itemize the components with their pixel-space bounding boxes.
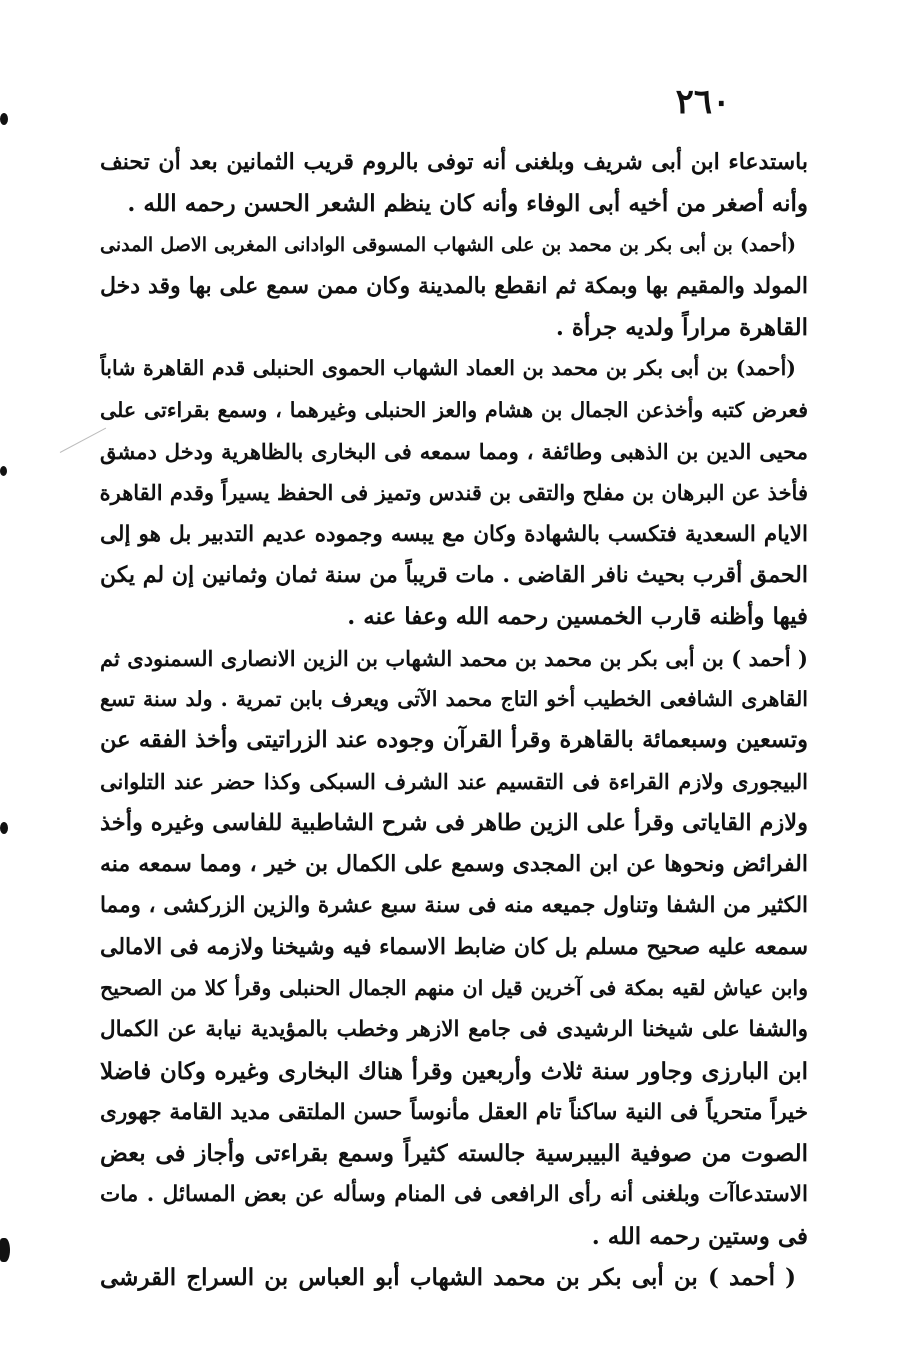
text-line: وتسعين وسبعمائة بالقاهرة وقرأ القرآن وجوده عند الزراتيتى وأخذ الفقه عن: [100, 727, 808, 754]
text-line: باستدعاء ابن أبى شريف وبلغنى أنه توفى بالروم قريب الثمانين بعد أن تحنف: [100, 149, 808, 175]
text-line: الفرائض ونحوها عن ابن المجدى وسمع على الكمال بن خير ، ومما سمعه منه: [100, 851, 808, 878]
text-line: القاهرة مراراً ولديه جرأة .: [555, 314, 808, 342]
text-line: ابن البارزى وجاور سنة ثلاث وأربعين وقرأ هناك البخارى وغيره وكان فاضلا: [100, 1057, 808, 1085]
text-line: البيجورى ولازم القراءة فى التقسيم عند الشرف السبكى وكذا حضر عند التلوانى: [100, 769, 808, 795]
text-line: وابن عياش لقيه بمكة فى آخرين قيل ان منهم الجمال الحنبلى وقرأ كلا من الصحيح: [100, 975, 808, 1000]
margin-dot-lower: [0, 822, 8, 834]
text-line: فيها وأظنه قارب الخمسين رحمه الله وعفا عنه .: [347, 603, 808, 631]
text-line: القاهرى الشافعى الخطيب أخو التاج محمد الآتى ويعرف بابن تمرية . ولد سنة تسع: [100, 686, 808, 711]
text-line: الحمق أقرب بحيث نافر القاضى . مات قريباً من سنة ثمان وثمانين إن لم يكن: [100, 561, 808, 588]
text-line: وأنه أصغر من أخيه أبى الوفاء وأنه كان ينظم الشعر الحسن رحمه الله .: [127, 190, 808, 218]
entry-first-line: ( أحمد ) بن أبى بكر بن محمد الشهاب أبو العباس بن السراج القرشى: [100, 1264, 796, 1292]
text-line: خيراً متحرياً فى النية ساكناً تام العقل مأنوساً حسن الملتقى مديد القامة جهورى: [100, 1099, 808, 1125]
text-line: المولد والمقيم بها وبمكة ثم انقطع بالمدينة وكان ممن سمع على بها وقد دخل: [100, 272, 808, 299]
text-line: فعرض كتبه وأخذعن الجمال بن هشام والعز الحنبلى وغيرهما ، وسمع بقراءتى على: [100, 397, 808, 422]
margin-dot-top: [0, 113, 8, 125]
text-line: الاستدعاآت وبلغنى أنه رأى الرافعى فى المنام وسأله عن بعض المسائل . مات: [100, 1182, 808, 1208]
entry-first-line: ( أحمد ) بن أبى بكر بن محمد بن محمد الشهاب بن الزين الانصارى السمنودى ثم: [100, 645, 808, 671]
text-line: فأخذ عن البرهان بن مفلح والتقى بن قندس وتميز فى الحفظ يسيراً وقدم القاهرة: [100, 480, 808, 506]
body-text: [100, 142, 808, 1298]
page-number: ٢٦٠: [675, 82, 731, 122]
text-line: سمعه عليه صحيح مسلم بل كان ضابط الاسماء فيه وشيخنا ولازمه فى الامالى: [100, 933, 808, 960]
margin-dot-middle: [0, 466, 7, 476]
margin-dot-bottom: [0, 1238, 10, 1262]
entry-first-line: (أحمد) بن أبى بكر بن محمد بن على الشهاب المسوقى الوادانى المغربى الاصل المدنى: [100, 233, 796, 256]
text-line: الصوت من صوفية البيبرسية جالسته كثيراً وسمع بقراءتى وأجاز فى بعض: [100, 1140, 808, 1168]
text-line: محيى الدين بن الذهبى وطائفة ، ومما سمعه فى البخارى بالظاهرية ودخل دمشق: [100, 439, 808, 465]
entry-first-line: (أحمد) بن أبى بكر بن محمد بن العماد الشهاب الحموى الحنبلى قدم القاهرة شاباً: [100, 356, 796, 381]
text-line: فى وستين رحمه الله .: [591, 1222, 808, 1250]
text-line: الايام السعدية فتكسب بالشهادة وكان مع يبسه وجموده عديم التدبير بل هو إلى: [100, 521, 808, 547]
text-line: ولازم القاياتى وقرأ على الزين طاهر فى شرح الشاطبية للفاسى وغيره وأخذ: [100, 809, 808, 836]
text-line: الكثير من الشفا وتناول جميعه منه فى سنة سبع عشرة والزين الزركشى ، ومما: [100, 893, 808, 919]
text-line: والشفا على شيخنا الرشيدى فى جامع الازهر وخطب بالمؤيدية نيابة عن الكمال: [100, 1017, 808, 1043]
